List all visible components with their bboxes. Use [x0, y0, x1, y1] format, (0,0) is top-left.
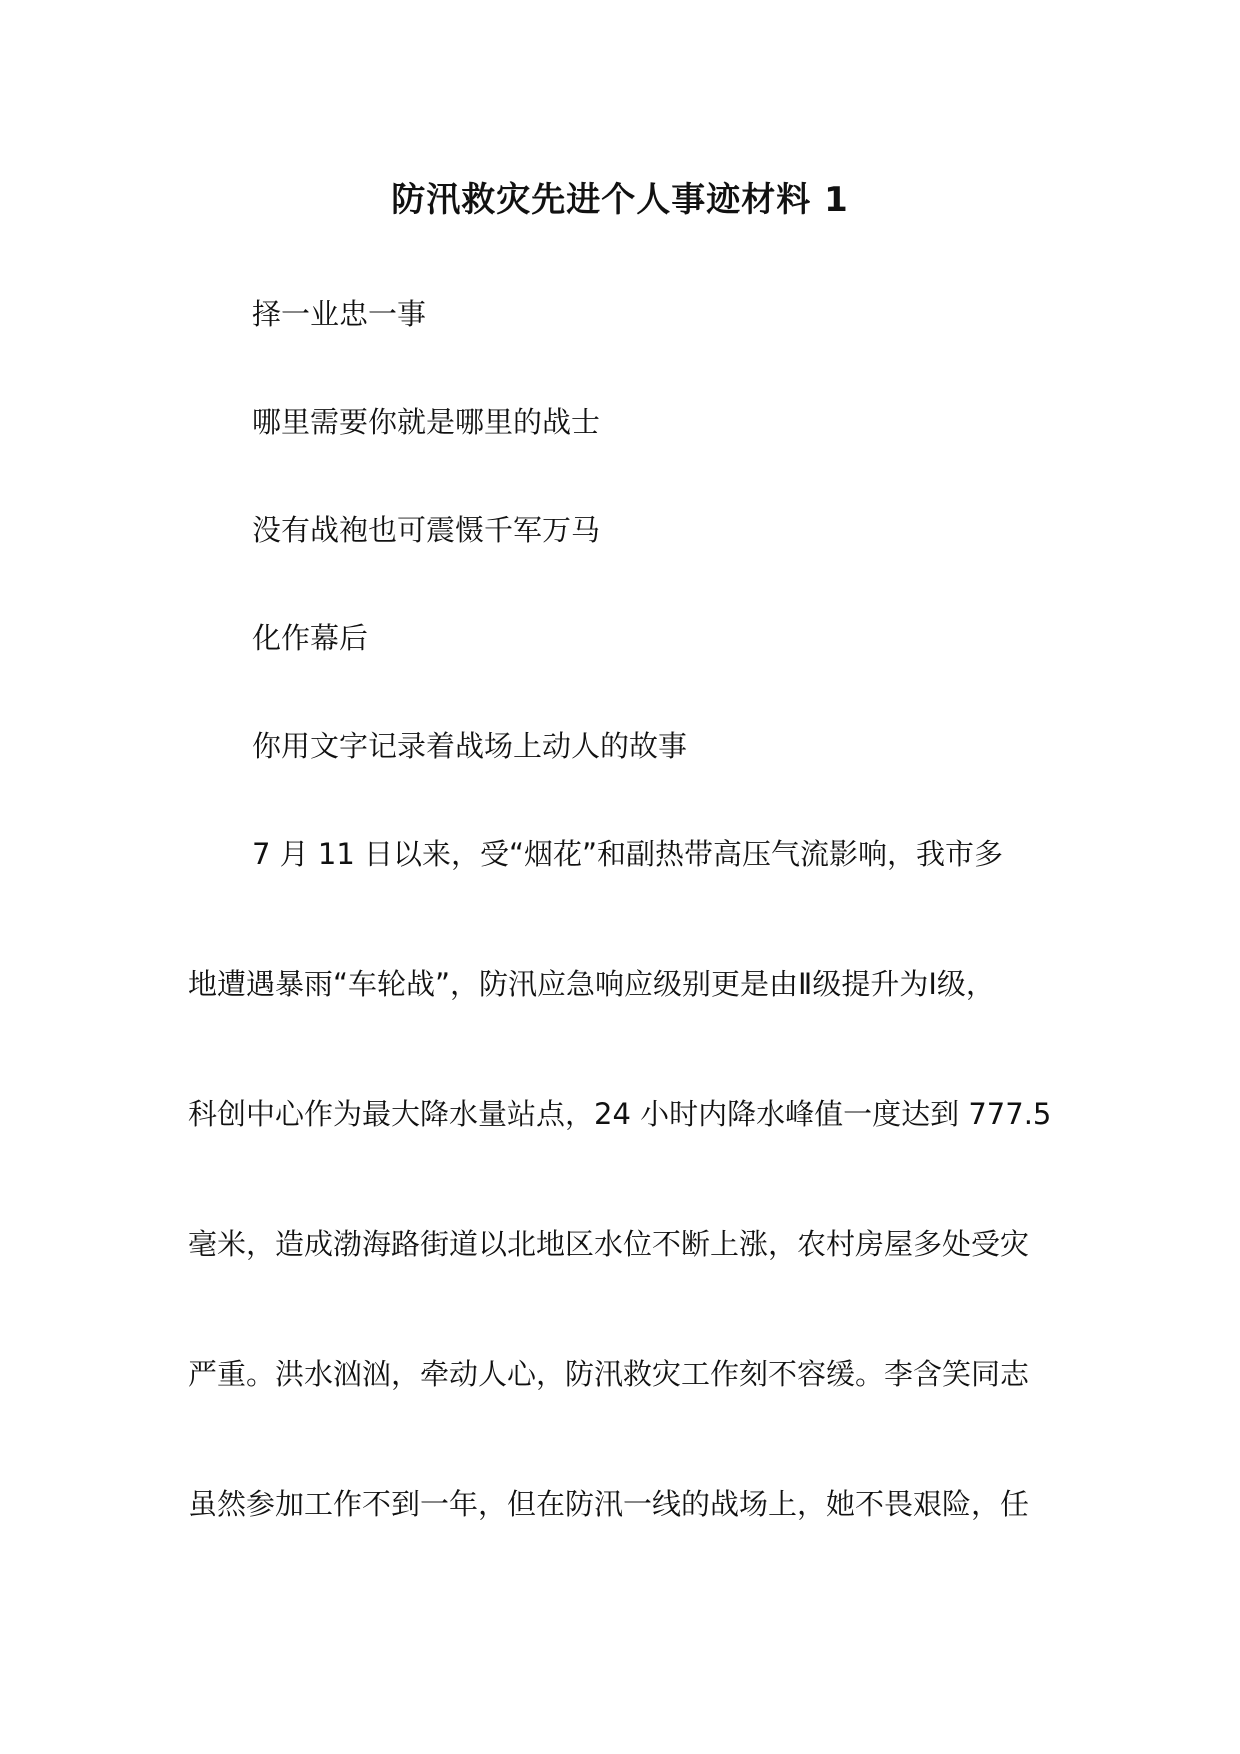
poem-line: 化作幕后: [252, 621, 369, 655]
poem-line: 没有战袍也可震慑千军万马: [252, 513, 601, 547]
paragraph-line: 7 月 11 日以来，受“烟花”和副热带高压气流影响，我市多: [252, 837, 1004, 871]
paragraph-line: 毫米，造成渤海路街道以北地区水位不断上涨，农村房屋多处受灾: [188, 1227, 1030, 1261]
poem-line: 哪里需要你就是哪里的战士: [252, 405, 601, 439]
paragraph-line: 严重。洪水汹汹，牵动人心，防汛救灾工作刻不容缓。李含笑同志: [188, 1357, 1030, 1391]
paragraph-line: 科创中心作为最大降水量站点，24 小时内降水峰值一度达到 777.5: [188, 1097, 1052, 1131]
poem-line: 你用文字记录着战场上动人的故事: [252, 729, 688, 763]
poem-line: 择一业忠一事: [252, 297, 427, 331]
paragraph-line: 虽然参加工作不到一年，但在防汛一线的战场上，她不畏艰险，任: [188, 1487, 1030, 1521]
document-title: 防汛救灾先进个人事迹材料 1: [391, 180, 849, 220]
paragraph-line: 地遭遇暴雨“车轮战”，防汛应急响应级别更是由Ⅱ级提升为Ⅰ级，: [188, 967, 995, 1001]
